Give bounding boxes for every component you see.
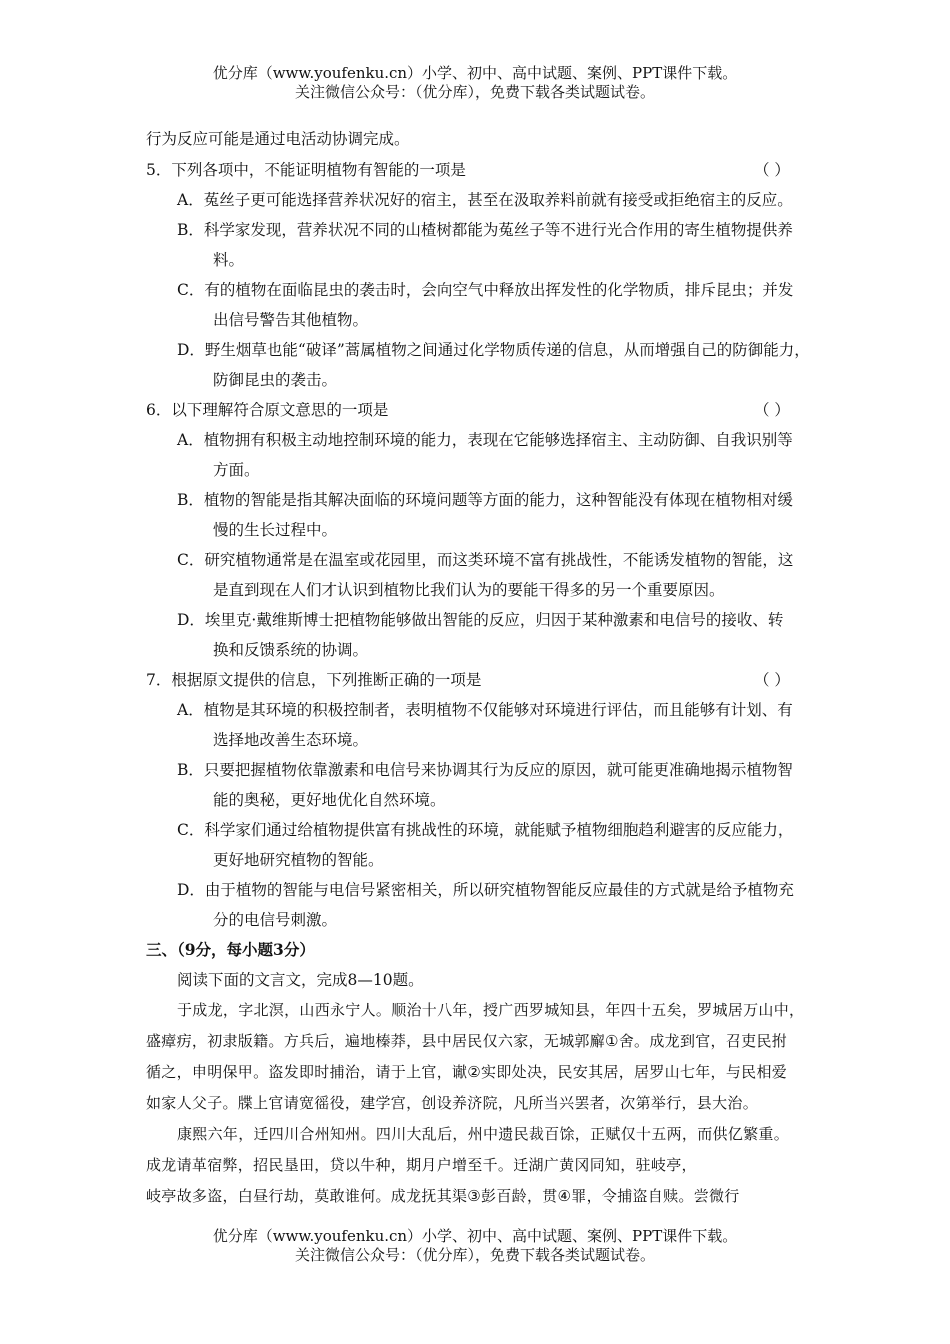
intro-line: 行为反应可能是通过电活动协调完成。 <box>146 130 410 148</box>
question-6 <box>146 395 858 425</box>
question-6-option-b: B．植物的智能是指其解决面临的环境问题等方面的能力，这种智能没有体现在植物相对缓 慢的生长过程中。 <box>177 490 793 539</box>
question-7-option-c: C．科学家们通过给植物提供富有挑战性的环境，就能赋予植物细胞趋利避害的反应能力， 更好地研究植物的智能。 <box>177 820 794 869</box>
page-footer <box>0 1227 950 1265</box>
question-5-option-c: C．有的植物在面临昆虫的袭击时，会向空气中释放出挥发性的化学物质，排斥昆虫；并发 出信号警告其他植物。 <box>177 280 794 329</box>
document-body <box>146 124 858 1212</box>
passage-line: 如家人父子。牒上官请宽徭役，建学宫，创设养济院，凡所当兴罢者，次第举行，县大治。 <box>146 1093 759 1112</box>
passage-line: 康熙六年，迁四川合州知州。四川大乱后，州中遗民裁百馀，正赋仅十五两，而供亿繁重。 <box>177 1124 790 1143</box>
classical-passage-paragraph-2 <box>146 1119 858 1212</box>
question-6-answer-blank: （ ） <box>754 400 790 419</box>
passage-line: 盛瘴疠，初隶版籍。方兵后，遍地榛莽，县中居民仅六家，无城郭廨①舍。成龙到官，召吏民拊 <box>146 1031 788 1050</box>
question-7-option-d: D．由于植物的智能与电信号紧密相关，所以研究植物智能反应最佳的方式就是给予植物充 分的电信号刺激。 <box>177 880 794 929</box>
question-7-option-a: A．植物是其环境的积极控制者，表明植物不仅能够对环境进行评估，而且能够有计划、有 选择地改善生态环境。 <box>177 700 793 749</box>
question-5 <box>146 155 858 185</box>
passage-line: 岐亭故多盗，白昼行劫，莫敢谁何。成龙抚其渠③彭百龄，贯④罪，令捕盗自赎。尝微行 <box>146 1186 740 1205</box>
question-5-answer-blank: （ ） <box>754 160 790 179</box>
footer-line-2: 关注微信公众号：（优分库），免费下载各类试题试卷。 <box>294 1246 655 1264</box>
question-5-option-b: B．科学家发现，营养状况不同的山楂树都能为菟丝子等不进行光合作用的寄生植物提供养 料。 <box>177 220 793 269</box>
question-6-option-d: D．埃里克·戴维斯博士把植物能够做出智能的反应，归因于某种激素和电信号的接收、转 换和反馈系统的协调。 <box>177 610 784 659</box>
question-6-option-a: A．植物拥有积极主动地控制环境的能力，表现在它能够选择宿主、主动防御、自我识别等 方面。 <box>177 430 793 479</box>
question-5-option-d: D．野生烟草也能“破译”蒿属植物之间通过化学物质传递的信息，从而增强自己的防御能力， 防御昆虫的袭击。 <box>177 340 810 389</box>
question-7 <box>146 665 858 695</box>
question-5-stem: 5．下列各项中，不能证明植物有智能的一项是 <box>146 160 466 179</box>
question-6-stem: 6．以下理解符合原文意思的一项是 <box>146 400 389 419</box>
question-7-option-b: B．只要把握植物依靠激素和电信号来协调其行为反应的原因，就可能更准确地揭示植物智 能的奥秘，更好地优化自然环境。 <box>177 760 793 809</box>
section-3-instruction: 阅读下面的文言文，完成8—10题。 <box>177 970 424 989</box>
passage-line: 循之，申明保甲。盗发即时捕治，请于上官，谳②实即处决，民安其居，居罗山七年，与民相爱 <box>146 1062 788 1081</box>
page-header <box>0 64 950 102</box>
question-7-stem: 7．根据原文提供的信息，下列推断正确的一项是 <box>146 670 482 689</box>
passage-line: 于成龙，字北溟，山西永宁人。顺治十八年，授广西罗城知县，年四十五矣，罗城居万山中， <box>177 1000 805 1019</box>
section-3-title: 三、（9分，每小题3分） <box>146 939 315 959</box>
question-6-option-c: C．研究植物通常是在温室或花园里，而这类环境不富有挑战性，不能诱发植物的智能，这 是直到现在人们才认识到植物比我们认为的要能干得多的另一个重要原因。 <box>177 550 794 599</box>
question-5-option-a: A．菟丝子更可能选择营养状况好的宿主，甚至在汲取养料前就有接受或拒绝宿主的反应。 <box>177 190 793 209</box>
header-line-1: 优分库（www.youfenku.cn）小学、初中、高中试题、案例、PPT课件下载。 <box>212 64 738 82</box>
header-line-2: 关注微信公众号：（优分库），免费下载各类试题试卷。 <box>294 83 655 101</box>
classical-passage-paragraph-1 <box>146 995 858 1119</box>
footer-line-1: 优分库（www.youfenku.cn）小学、初中、高中试题、案例、PPT课件下载。 <box>212 1227 738 1245</box>
question-7-answer-blank: （ ） <box>754 670 790 689</box>
passage-line: 成龙请革宿弊，招民垦田，贷以牛种，期月户增至千。迁湖广黄冈同知，驻岐亭， <box>146 1155 697 1174</box>
